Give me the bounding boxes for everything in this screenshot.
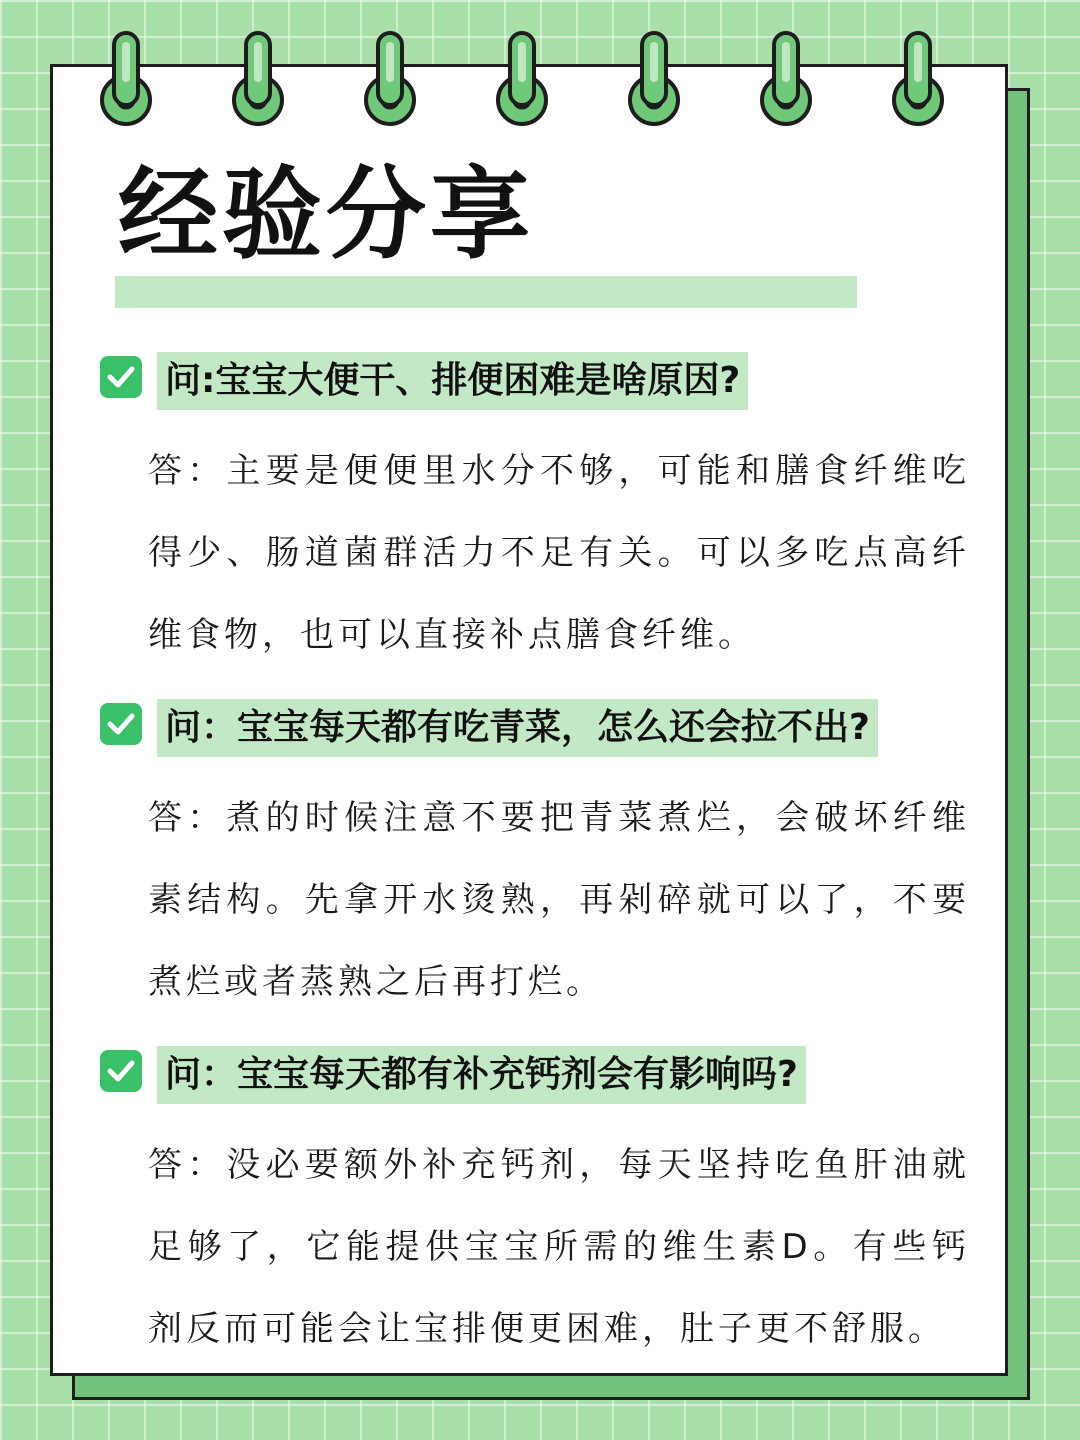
answer-text: 答：主要是便便里水分不够，可能和膳食纤维吃得少、肠道菌群活力不足有关。可以多吃点高纤维食物，也可以直接补点膳食纤维。 xyxy=(148,451,970,655)
question-text: 问：宝宝每天都有吃青菜，怎么还会拉不出? xyxy=(157,699,878,757)
check-icon xyxy=(100,703,142,745)
question-row xyxy=(100,1046,990,1108)
answer-text: 答：没必要额外补充钙剂，每天坚持吃鱼肝油就足够了，它能提供宝宝所需的维生素D。有些钙剂反而可能会让宝排便更困难，肚子更不舒服。 xyxy=(148,1145,970,1349)
qa-item-3 xyxy=(100,1046,990,1354)
check-icon xyxy=(100,356,142,398)
question-row xyxy=(100,699,990,761)
question-row xyxy=(100,352,990,414)
binder-ring-icon xyxy=(626,30,682,128)
answer-text: 答：煮的时候注意不要把青菜煮烂，会破坏纤维素结构。先拿开水烫熟，再剁碎就可以了，不要煮烂或者蒸熟之后再打烂。 xyxy=(148,798,970,1002)
question-text: 问:宝宝大便干、排便困难是啥原因? xyxy=(157,352,748,410)
qa-item-2 xyxy=(100,699,990,1007)
binder-ring-icon xyxy=(494,30,550,128)
qa-item-1 xyxy=(100,352,990,660)
binder-ring-icon xyxy=(230,30,286,128)
check-icon xyxy=(100,1050,142,1092)
page-title: 经验分享 xyxy=(118,156,534,273)
binder-ring-icon xyxy=(758,30,814,128)
binder-ring-icon xyxy=(890,30,946,128)
question-text: 问：宝宝每天都有补充钙剂会有影响吗? xyxy=(157,1046,806,1104)
binder-ring-icon xyxy=(98,30,154,128)
binder-ring-icon xyxy=(362,30,418,128)
title-highlight xyxy=(115,276,857,308)
